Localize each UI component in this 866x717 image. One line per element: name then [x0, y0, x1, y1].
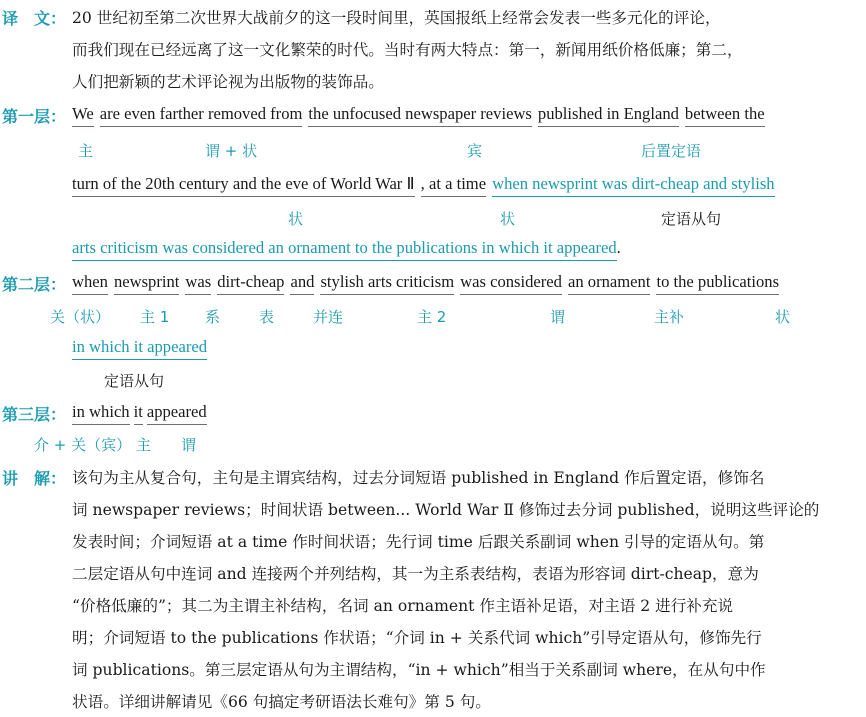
layer3-tag-predicate: 谓 [181, 436, 197, 454]
layer1-period: . [616, 238, 621, 257]
explanation-line-2: 词 newspaper reviews；时间状语 between... World War Ⅱ 修饰过去分词 published，说明这些评论的 [72, 501, 820, 519]
translation-label: 译 文： [2, 9, 67, 28]
layer1-attributive-clause-start: when newsprint was dirt-cheap and stylish [492, 174, 775, 197]
layer3-label: 第三层： [2, 405, 67, 424]
layer1-postmodifier: published in England [538, 104, 679, 127]
layer1-predicate: are even farther removed from [100, 104, 303, 127]
translation-line-1: 20 世纪初至第二次世界大战前夕的这一段时间里，英国报纸上经常会发表一些多元化的评论， [72, 9, 721, 27]
layer2-tag-predicative: 表 [259, 308, 275, 326]
layer1-tag-adverbial-1: 状 [288, 210, 304, 228]
layer2-tag-linking-verb: 系 [205, 308, 221, 326]
explanation-line-5: “价格低廉的”；其二为主谓主补结构，名词 an ornament 作主语补足语，对主语 2 进行补充说 [72, 597, 734, 615]
explanation-line-6: 明；介词短语 to the publications 作状语；“介词 in + 关系代词 which”引导定语从句，修饰先行 [72, 629, 762, 647]
layer2-tag-subject-2: 主 2 [417, 308, 447, 326]
layer1-attributive-clause-end: arts criticism was considered an ornament to the publications in which it appeared [72, 238, 617, 261]
layer2-tag-subject-1: 主 1 [140, 308, 170, 326]
layer2-tag-predicate: 谓 [550, 308, 566, 326]
layer2-tag-attributive-clause: 定语从句 [104, 372, 165, 390]
layer2-tag-and: 并连 [313, 308, 344, 326]
layer1-object: the unfocused newspaper reviews [308, 104, 531, 127]
layer1-time-adverbial: turn of the 20th century and the eve of World War Ⅱ [72, 174, 415, 197]
layer1-label: 第一层： [2, 107, 67, 126]
layer3-subject: it [134, 402, 143, 425]
layer2-and: and [290, 272, 314, 295]
layer1-line-3 [72, 238, 621, 258]
explanation-line-3: 发表时间；介词短语 at a time 作时间状语；先行词 time 后跟关系副词 when 引导的定语从句。第 [72, 533, 765, 551]
layer1-tag-subject: 主 [78, 142, 94, 160]
translation-line-3: 人们把新颖的艺术评论视为出版物的装饰品。 [72, 73, 384, 91]
layer1-tag-adverbial-2: 状 [500, 210, 516, 228]
layer1-subject: We [72, 104, 94, 127]
layer1-line-1 [72, 104, 765, 124]
layer2-label: 第二层： [2, 275, 67, 294]
explanation-line-8: 状语。详细讲解请见《66 句搞定考研语法长难句》第 5 句。 [72, 693, 491, 711]
explanation-label: 讲 解： [2, 469, 67, 488]
layer3-line [72, 402, 213, 422]
layer3-predicate: appeared [147, 402, 207, 425]
explanation-line-1: 该句为主从复合句，主句是主谓宾结构，过去分词短语 published in England 作后置定语，修饰名 [72, 469, 765, 487]
layer2-tag-complement: 主补 [654, 308, 685, 326]
layer1-tag-object: 宾 [467, 142, 483, 160]
layer3-tag-subject: 主 [136, 436, 152, 454]
layer1-adverbial-start: between the [685, 104, 765, 127]
layer2-complement: an ornament [568, 272, 650, 295]
layer1-line-2 [72, 174, 775, 194]
layer2-line-2 [72, 337, 207, 357]
layer2-predicative: dirt-cheap [217, 272, 284, 295]
layer2-predicate: was considered [460, 272, 562, 295]
explanation-line-7: 词 publications。第三层定语从句为主谓结构，“in + which”相当于关系副词 where，在从句中作 [72, 661, 766, 679]
layer2-when: when [72, 272, 108, 295]
layer1-tag-attributive-clause: 定语从句 [661, 210, 722, 228]
translation-line-2: 而我们现在已经远离了这一文化繁荣的时代。当时有两大特点：第一，新闻用纸价格低廉；第二， [72, 41, 743, 59]
layer2-tag-adverbial: 状 [775, 308, 791, 326]
layer3-in-which: in which [72, 402, 130, 425]
layer2-subject-2: stylish arts criticism [320, 272, 454, 295]
layer1-at-a-time: , at a time [421, 174, 486, 197]
layer3-tag-prep-relative: 介 + 关（宾） [34, 436, 132, 454]
layer1-tag-postmodifier: 后置定语 [641, 142, 702, 160]
layer2-adverbial: to the publications [656, 272, 779, 295]
layer2-linking-verb: was [185, 272, 211, 295]
layer2-line-1 [72, 272, 779, 292]
layer2-attributive-clause: in which it appeared [72, 337, 207, 360]
layer1-tag-predicate: 谓 + 状 [205, 142, 258, 160]
explanation-line-4: 二层定语从句中连词 and 连接两个并列结构，其一为主系表结构，表语为形容词 dirt-cheap，意为 [72, 565, 759, 583]
layer2-subject-1: newsprint [114, 272, 179, 295]
layer2-tag-when: 关（状） [50, 308, 111, 326]
